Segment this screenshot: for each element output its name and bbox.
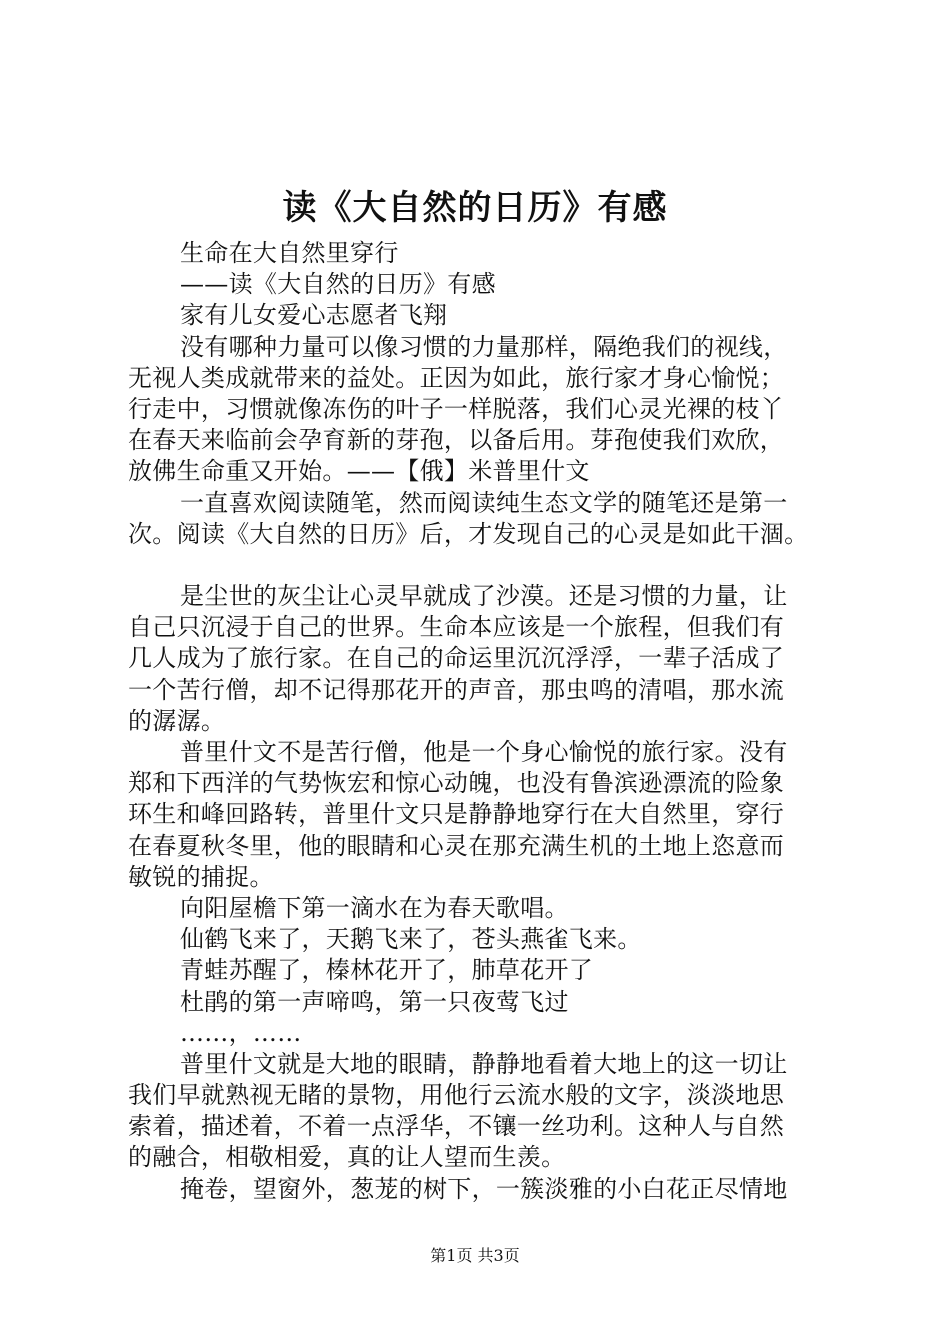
page-indicator: 第1页 共3页 [430,1246,520,1265]
text-line: 生命在大自然里穿行 [180,239,399,267]
text-line: 郑和下西洋的气势恢宏和惊心动魄，也没有鲁滨逊漂流的险象 [128,769,785,798]
text-line: 在春夏秋冬里，他的眼睛和心灵在那充满生机的土地上恣意而 [128,831,785,860]
text-line: 次。阅读《大自然的日历》后，才发现自己的心灵是如此干涸。 [128,519,809,548]
text-line: 普里什文不是苦行僧，他是一个身心愉悦的旅行家。没有 [180,738,788,766]
text-line: 敏锐的捕捉。 [128,862,274,891]
text-line: ……，…… [180,1018,302,1047]
text-line: 没有哪种力量可以像习惯的力量那样，隔绝我们的视线， [180,332,788,361]
text-line: 自己只沉浸于自己的世界。生命本应该是一个旅程，但我们有 [128,613,785,642]
text-line: 一个苦行僧，却不记得那花开的声音，那虫鸣的清唱，那水流 [128,675,785,704]
text-line: 放佛生命重又开始。——【俄】米普里什文 [128,457,590,486]
text-line: 我们早就熟视无睹的景物，用他行云流水般的文字，淡淡地思 [128,1081,785,1110]
text-line: 家有儿女爱心志愿者飞翔 [180,301,448,330]
text-line: 在春天来临前会孕育新的芽孢，以备后用。芽孢使我们欢欣， [128,426,785,455]
text-line: 仙鹤飞来了，天鹅飞来了，苍头燕雀飞来。 [180,925,642,954]
text-line: 一直喜欢阅读随笔，然而阅读纯生态文学的随笔还是第一 [180,488,788,517]
document-title: 读《大自然的日历》有感 [282,188,668,228]
text-line: 的潺潺。 [128,706,226,735]
text-line: 青蛙苏醒了，榛林花开了，肺草花开了 [180,956,594,985]
text-line: 索着，描述着，不着一点浮华，不镶一丝功利。这种人与自然 [128,1112,785,1141]
text-line: 普里什文就是大地的眼睛，静静地看着大地上的这一切让 [180,1049,788,1078]
text-line: 向阳屋檐下第一滴水在为春天歌唱。 [180,893,569,922]
text-line: 环生和峰回路转，普里什文只是静静地穿行在大自然里，穿行 [128,800,785,829]
document-body [128,238,852,1205]
text-line: 几人成为了旅行家。在自己的命运里沉沉浮浮，一辈子活成了 [128,644,785,673]
text-line: ——读《大自然的日历》有感 [180,270,496,299]
text-line: 的融合，相敬相爱，真的让人望而生羡。 [128,1143,566,1172]
text-line: 行走中，习惯就像冻伤的叶子一样脱落，我们心灵光裸的枝丫 [128,394,785,423]
text-line: 杜鹃的第一声啼鸣，第一只夜莺飞过 [180,987,569,1016]
text-line: 是尘世的灰尘让心灵早就成了沙漠。还是习惯的力量，让 [180,582,788,611]
text-line: 掩卷，望窗外，葱茏的树下，一簇淡雅的小白花正尽情地 [180,1174,788,1203]
text-line: 无视人类成就带来的益处。正因为如此，旅行家才身心愉悦； [128,363,785,392]
paragraph-gap [128,550,852,581]
